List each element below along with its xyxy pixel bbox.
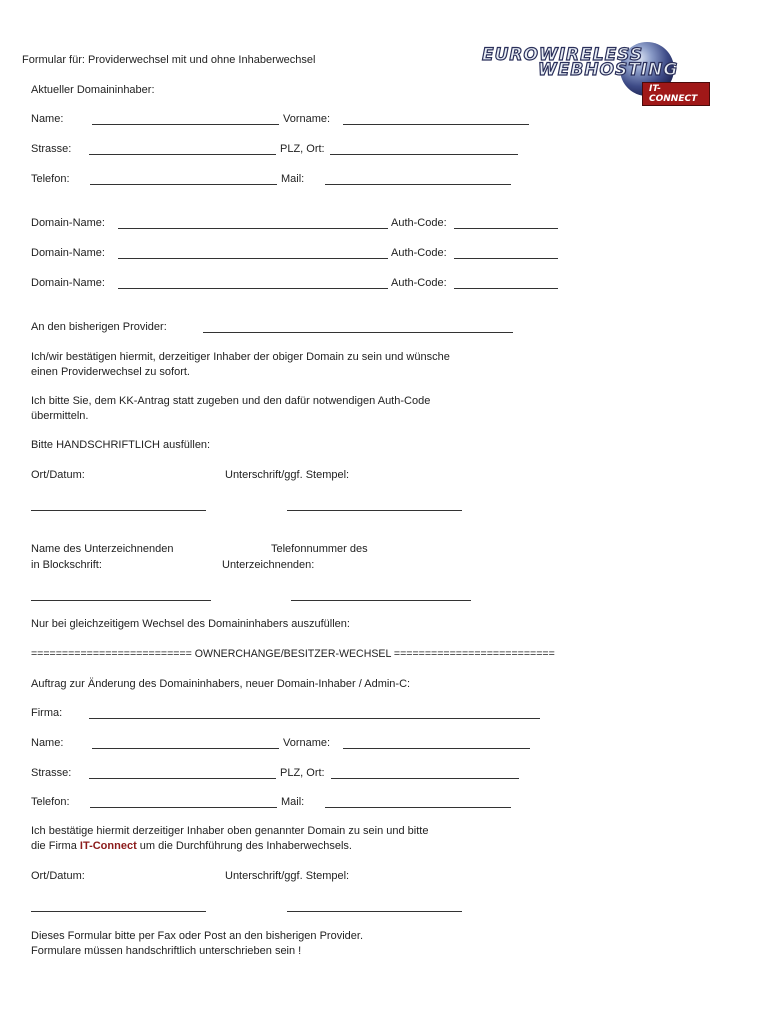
new-vorname-label: Vorname:	[283, 737, 331, 749]
auth-1-field[interactable]	[454, 228, 558, 229]
handwrite-note: Bitte HANDSCHRIFTLICH ausfüllen:	[31, 439, 211, 451]
auth-1-label: Auth-Code:	[391, 217, 447, 229]
owner-name-field[interactable]	[92, 124, 279, 125]
confirm-line1: Ich bestätige hiermit derzeitiger Inhaber oben genannter Domain zu sein und bitte	[31, 825, 429, 837]
owner-mail-label: Mail:	[281, 173, 305, 185]
owner-name-label: Name:	[31, 113, 64, 125]
domain-2-label: Domain-Name:	[31, 247, 105, 259]
logo-line2: WEBHOSTING	[538, 60, 679, 80]
logo-badge: IT- CONNECT	[642, 82, 710, 106]
owner-telefon-field[interactable]	[90, 184, 277, 185]
owner-plz-label: PLZ, Ort:	[280, 143, 325, 155]
sig1-ort-datum-label: Ort/Datum:	[31, 469, 85, 481]
owner-vorname-label: Vorname:	[283, 113, 331, 125]
statement-line4: übermitteln.	[31, 410, 89, 422]
it-connect-brand: IT-Connect	[79, 840, 137, 852]
auth-3-label: Auth-Code:	[391, 277, 447, 289]
ownerchange-heading: Auftrag zur Änderung des Domaininhabers, neuer Domain-Inhaber / Admin-C:	[31, 678, 411, 690]
sig2-ort-datum-label: Ort/Datum:	[31, 870, 85, 882]
domain-2-field[interactable]	[118, 258, 388, 259]
confirm-line2-post: um die Durchführung des Inhaberwechsels.	[136, 840, 352, 852]
owner-mail-field[interactable]	[325, 184, 511, 185]
sig2-unterschrift-label: Unterschrift/ggf. Stempel:	[225, 870, 350, 882]
owner-plz-field[interactable]	[330, 154, 518, 155]
new-name-field[interactable]	[92, 748, 279, 749]
owner-strasse-field[interactable]	[89, 154, 276, 155]
auth-3-field[interactable]	[454, 288, 558, 289]
new-telefon-label: Telefon:	[31, 796, 70, 808]
statement-line2: einen Providerwechsel zu sofort.	[31, 366, 190, 378]
statement-line3: Ich bitte Sie, dem KK-Antrag statt zugeben und den dafür notwendigen Auth-Code	[31, 395, 431, 407]
sig1-name-label-1: Name des Unterzeichnenden	[31, 543, 174, 555]
ownerchange-note: Nur bei gleichzeitigem Wechsel des Domaininhabers auszufüllen:	[31, 618, 350, 630]
footer-line2: Formulare müssen handschriftlich unterschrieben sein !	[31, 945, 302, 957]
confirm-line2	[31, 839, 352, 854]
owner-strasse-label: Strasse:	[31, 143, 72, 155]
statement-line1: Ich/wir bestätigen hiermit, derzeitiger Inhaber der obiger Domain zu sein und wünsche	[31, 351, 450, 363]
auth-2-field[interactable]	[454, 258, 558, 259]
form-title: Formular für: Providerwechsel mit und ohne Inhaberwechsel	[22, 54, 316, 66]
new-strasse-field[interactable]	[89, 778, 276, 779]
sig1-blockschrift-field[interactable]	[31, 600, 211, 601]
new-strasse-label: Strasse:	[31, 767, 72, 779]
sig1-tel-label-2: Unterzeichnenden:	[222, 559, 315, 571]
auth-2-label: Auth-Code:	[391, 247, 447, 259]
sig1-telefon-field[interactable]	[291, 600, 471, 601]
new-plz-label: PLZ, Ort:	[280, 767, 325, 779]
sig1-ort-datum-field[interactable]	[31, 510, 206, 511]
footer-line1: Dieses Formular bitte per Fax oder Post an den bisherigen Provider.	[31, 930, 363, 942]
owner-heading: Aktueller Domaininhaber:	[31, 84, 155, 96]
new-name-label: Name:	[31, 737, 64, 749]
owner-telefon-label: Telefon:	[31, 173, 70, 185]
sig1-tel-label-1: Telefonnummer des	[271, 543, 368, 555]
sig1-name-label-2: in Blockschrift:	[31, 559, 102, 571]
sig2-ort-datum-field[interactable]	[31, 911, 206, 912]
new-firma-label: Firma:	[31, 707, 63, 719]
domain-1-field[interactable]	[118, 228, 388, 229]
sig1-unterschrift-label: Unterschrift/ggf. Stempel:	[225, 469, 350, 481]
eurowireless-logo	[480, 42, 710, 102]
new-plz-field[interactable]	[331, 778, 519, 779]
owner-vorname-field[interactable]	[343, 124, 529, 125]
new-mail-label: Mail:	[281, 796, 305, 808]
confirm-line2-pre: die Firma	[31, 840, 80, 852]
provider-label: An den bisherigen Provider:	[31, 321, 167, 333]
domain-3-field[interactable]	[118, 288, 388, 289]
new-mail-field[interactable]	[325, 807, 511, 808]
new-telefon-field[interactable]	[90, 807, 277, 808]
logo-line1: EUROWIRELESS	[482, 45, 644, 65]
provider-field[interactable]	[203, 332, 513, 333]
domain-3-label: Domain-Name:	[31, 277, 105, 289]
new-firma-field[interactable]	[89, 718, 540, 719]
ownerchange-divider: ========================== OWNERCHANGE/BESITZER-WECHSEL ==========================	[31, 648, 555, 660]
sig2-unterschrift-field[interactable]	[287, 911, 462, 912]
sig1-unterschrift-field[interactable]	[287, 510, 462, 511]
new-vorname-field[interactable]	[343, 748, 530, 749]
domain-1-label: Domain-Name:	[31, 217, 105, 229]
